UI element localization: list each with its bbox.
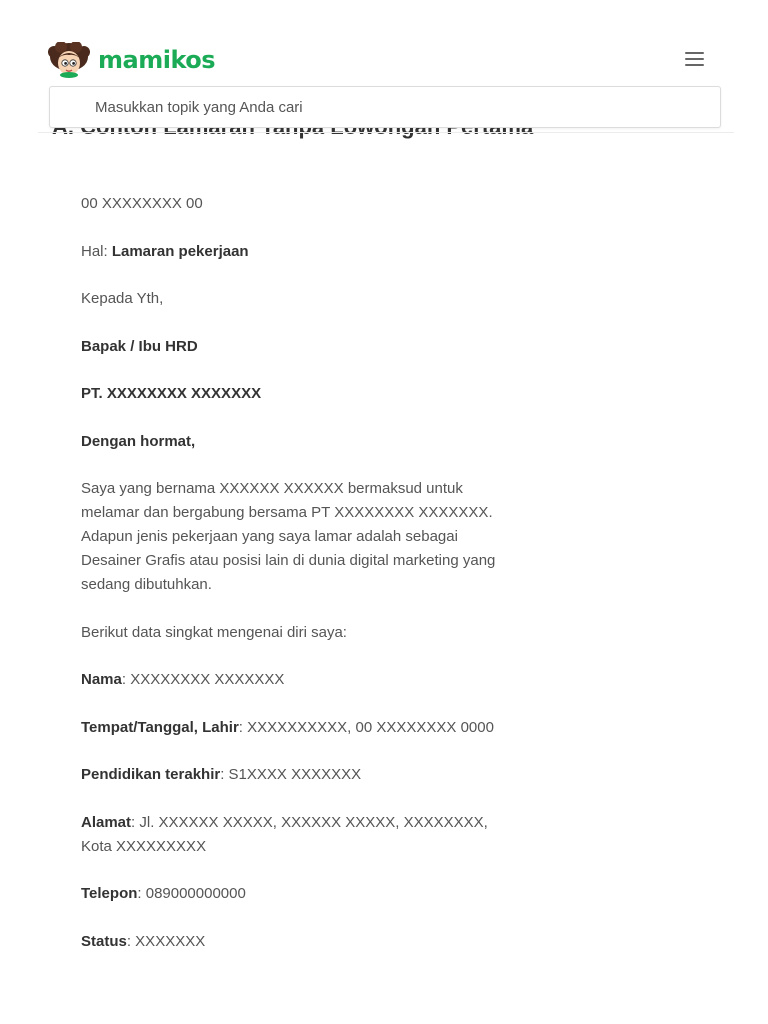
to-line: Kepada Yth, — [81, 290, 164, 307]
field-value: : XXXXXXX — [126, 932, 206, 950]
field-label: Tempat/Tanggal, Lahir — [81, 718, 239, 736]
field-value: : Jl. XXXXXX XXXXX, XXXXXX XXXXX, XXXXXXXX, Kota XXXXXXXXX — [81, 813, 488, 855]
field-label: Pendidikan terakhir — [81, 766, 221, 783]
recipient-line: Bapak / Ibu HRD — [81, 337, 198, 355]
field-label: Alamat — [81, 813, 132, 831]
mamikos-logo[interactable] — [48, 42, 215, 78]
field-label: Nama — [81, 671, 122, 688]
field-value: : S1XXXX XXXXXXX — [220, 766, 362, 783]
header-divider — [38, 132, 734, 133]
search-box[interactable] — [49, 86, 721, 128]
field-value: : XXXXXXXXXX, 00 XXXXXXXX 0000 — [238, 718, 494, 736]
data-intro: Berikut data singkat mengenai diri saya: — [81, 623, 347, 641]
field-value: : XXXXXXXX XXXXXXX — [121, 671, 285, 688]
field-status — [81, 930, 521, 954]
intro-paragraph: Saya yang bernama XXXXXX XXXXXX bermaksud untuk melamar dan bergabung bersama PT XXXXXXXX XXXXXXX. Adapun jenis pekerjaan yang saya lamar adalah sebagai Desainer Grafis atau posisi lain di dunia digital marketing yang sedang dibutuhkan. — [81, 480, 496, 593]
field-value: : 089000000000 — [137, 885, 246, 902]
subject-line — [81, 240, 521, 264]
field-tempat-tanggal-lahir — [81, 716, 521, 740]
site-header — [0, 0, 768, 134]
date-line: 00 XXXXXXXX 00 — [81, 195, 203, 212]
subject-value: Lamaran pekerjaan — [111, 242, 249, 260]
company-line: PT. XXXXXXXX XXXXXXX — [81, 385, 262, 402]
mamikos-mascot-icon — [48, 42, 90, 78]
field-pendidikan — [81, 763, 521, 787]
field-label: Status — [81, 932, 127, 950]
field-alamat — [81, 811, 521, 859]
field-nama — [81, 668, 521, 692]
logo-wordmark: mamikos — [98, 46, 216, 74]
hamburger-menu-icon[interactable] — [682, 48, 708, 70]
search-input[interactable] — [95, 87, 695, 127]
field-telepon — [81, 882, 521, 906]
subject-label: Hal: — [81, 242, 112, 260]
greeting-line: Dengan hormat, — [81, 432, 196, 450]
field-label: Telepon — [81, 885, 138, 902]
letter-content — [81, 192, 521, 977]
